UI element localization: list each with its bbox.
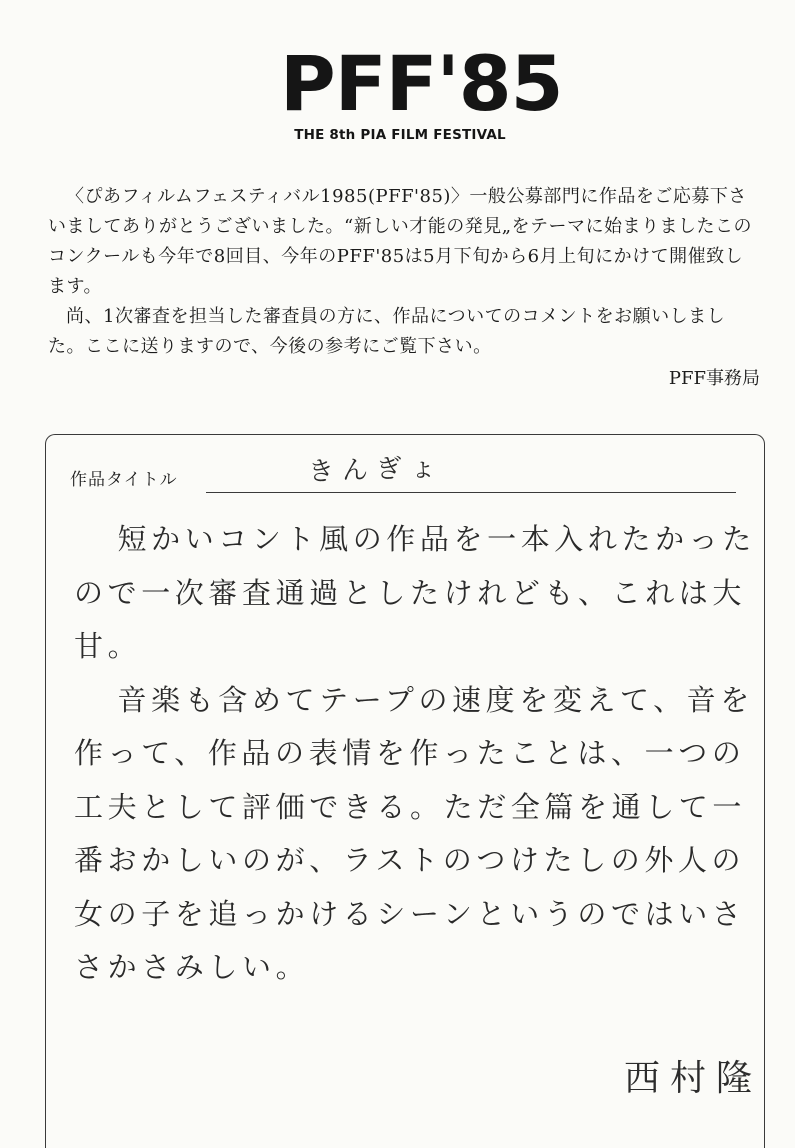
comment-paragraph-1: 短かいコント風の作品を一本入れたかったので一次審査通過としたけれども、これは大甘。 bbox=[74, 522, 756, 663]
reviewer-signature: 西村隆 bbox=[623, 1058, 762, 1099]
comment-paragraph-2: 音楽も含めてテープの速度を変えて、音を作って、作品の表情を作ったことは、一つの工夫として評価できる。ただ全篇を通して一番おかしいのが、ラストのつけたしの外人の女の子を追っかけるシーンというのではいささかさみしい。 bbox=[74, 682, 754, 984]
intro-paragraph-2: 尚、1次審査を担当した審査員の方に、作品についてのコメントをお願いしました。ここに送りますので、今後の参考にご覧下さい。 bbox=[48, 306, 726, 357]
intro-text bbox=[48, 182, 760, 362]
title-value-handwritten: きんぎょ bbox=[307, 452, 445, 488]
pff-logo bbox=[280, 39, 563, 154]
intro-paragraph-1: 〈ぴあフィルムフェスティバル1985(PFF'85)〉一般公募部門に作品をご応募下さいましてありがとうございました。“新しい才能の発見„をテーマに始まりましたこのコンクールも今年で8回目、今年のPFF'85は5月下旬から6月上旬にかけて開催致します。 bbox=[48, 186, 753, 297]
logo-title: PFF'85 bbox=[280, 39, 563, 128]
comment-form bbox=[45, 434, 765, 1148]
title-underline bbox=[206, 492, 736, 493]
office-signature: PFF事務局 bbox=[668, 368, 760, 389]
handwritten-comment bbox=[74, 513, 764, 995]
logo-subtitle: THE 8th PIA FILM FESTIVAL bbox=[294, 127, 506, 143]
title-label: 作品タイトル bbox=[70, 470, 178, 490]
